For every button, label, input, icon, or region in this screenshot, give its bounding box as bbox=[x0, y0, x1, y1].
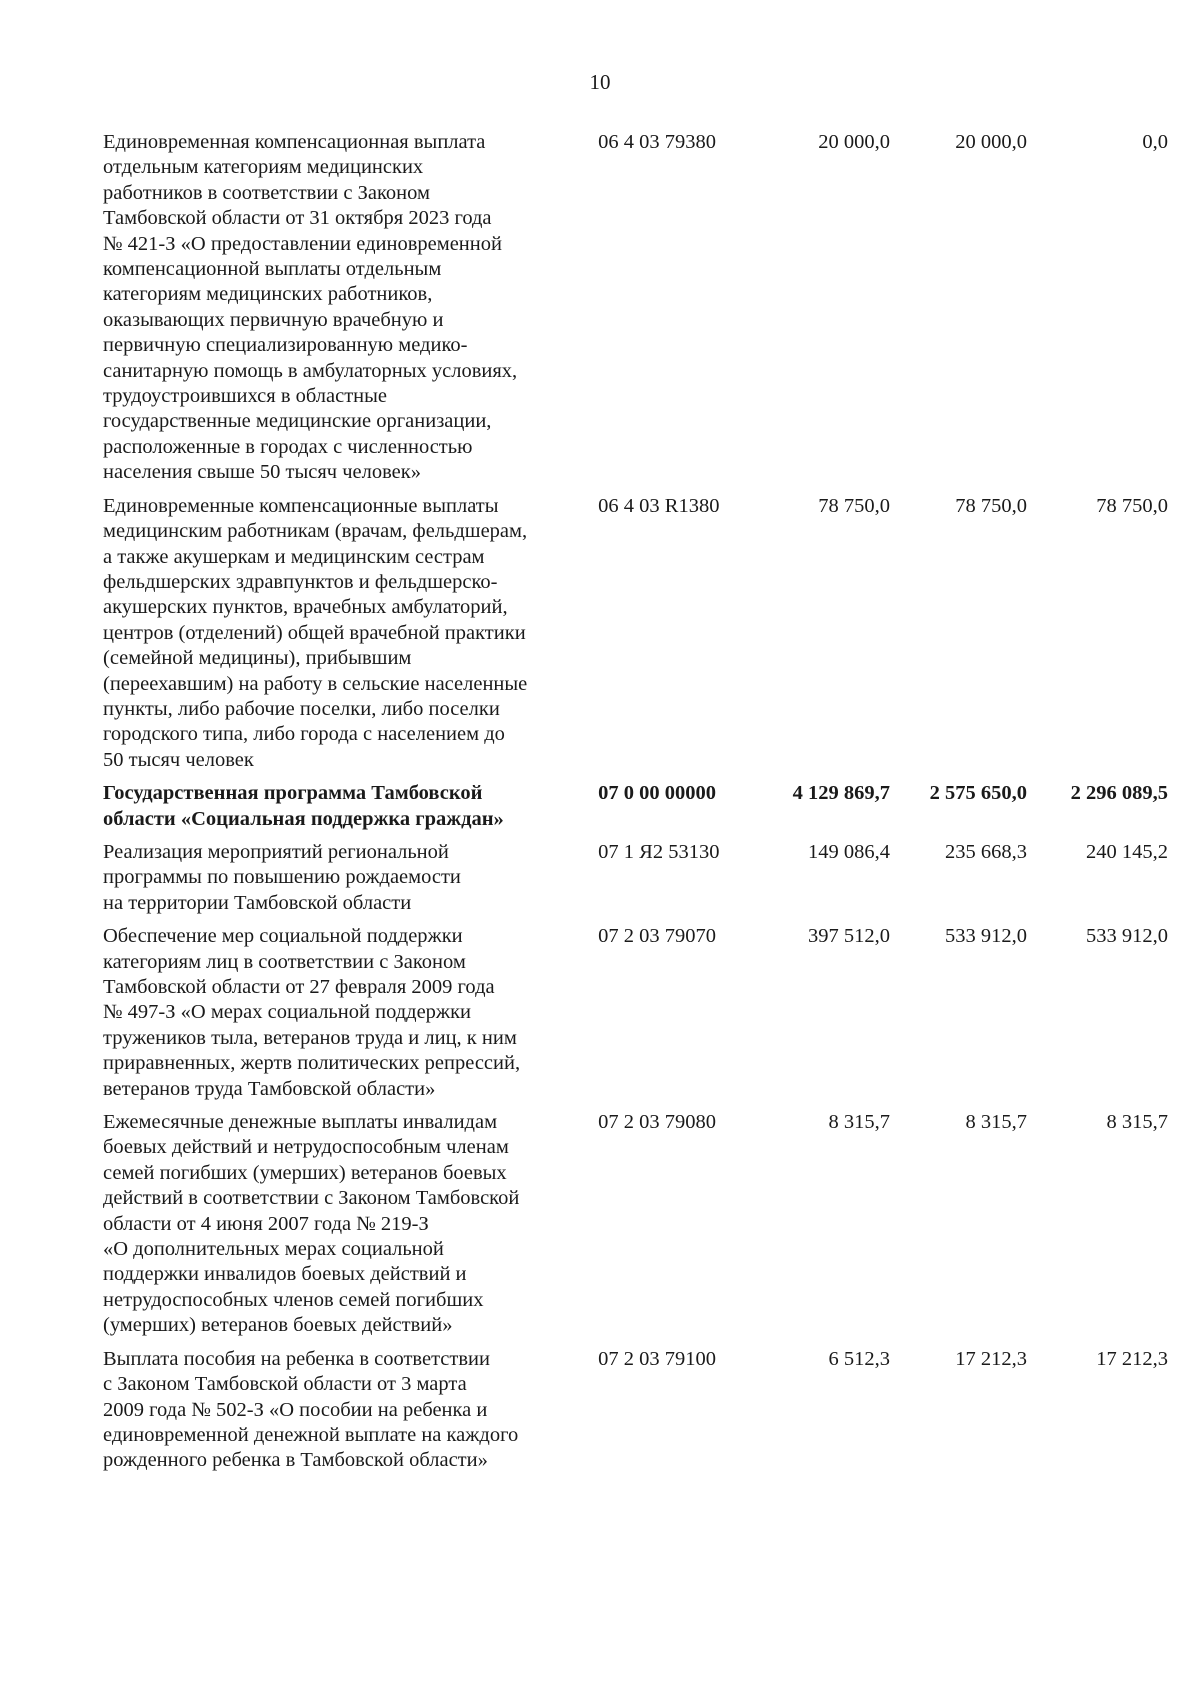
table-row bbox=[103, 840, 1168, 916]
row-code: 07 2 03 79080 bbox=[598, 1111, 717, 1134]
row-name: Единовременная компенсационная выплата отдельным категориям медицинских работников в соответствии с Законом Тамбовской области от 31 октября 2023 года № 421-З «О предоставлении единовременной компенсационной выплаты отдельным категориям медицинских работников, оказывающих первичную врачебную и первичную специализированную медико- санитарную помощь в амбулаторных условиях, трудоустроившихся в областные государственные медицинские организации, расположенные в городах с численностью населения свыше 50 тысяч человек» bbox=[103, 131, 518, 484]
row-value-3: 533 912,0 bbox=[1085, 925, 1168, 948]
row-value-1: 397 512,0 bbox=[807, 925, 890, 948]
table-row bbox=[103, 1347, 1168, 1474]
row-name: Ежемесячные денежные выплаты инвалидам боевых действий и нетрудоспособным членам семей погибших (умерших) ветеранов боевых действий в соответствии с Законом Тамбовской области от 4 июня 2007 года № 219-З «О дополнительных мерах социальной поддержки инвалидов боевых действий и нетрудоспособных членов семей погибших (умерших) ветеранов боевых действий» bbox=[103, 1111, 520, 1337]
row-code: 07 1 Я2 53130 bbox=[598, 840, 720, 863]
row-value-3: 2 296 089,5 bbox=[1070, 782, 1168, 805]
table-row bbox=[103, 924, 1168, 1102]
row-value-1: 78 750,0 bbox=[818, 494, 890, 517]
table-row bbox=[103, 130, 1168, 486]
row-value-2: 235 668,3 bbox=[945, 840, 1028, 863]
row-value-3: 78 750,0 bbox=[1096, 494, 1168, 517]
row-value-2: 533 912,0 bbox=[945, 925, 1028, 948]
budget-table bbox=[103, 130, 1168, 1482]
row-value-2: 78 750,0 bbox=[955, 494, 1028, 517]
row-value-1: 8 315,7 bbox=[828, 1111, 890, 1134]
row-name: Государственная программа Тамбовской области «Социальная поддержка граждан» bbox=[103, 782, 504, 830]
row-code: 06 4 03 R1380 bbox=[598, 494, 720, 517]
page-number: 10 bbox=[589, 70, 611, 94]
row-code: 07 2 03 79100 bbox=[598, 1347, 717, 1370]
row-code: 07 2 03 79070 bbox=[598, 925, 717, 948]
row-value-1: 6 512,3 bbox=[828, 1347, 890, 1370]
table-row bbox=[103, 1110, 1168, 1339]
row-value-2: 17 212,3 bbox=[955, 1347, 1028, 1370]
row-name: Реализация мероприятий региональной программы по повышению рождаемости на территории Тамбовской области bbox=[103, 840, 461, 914]
row-value-2: 2 575 650,0 bbox=[929, 782, 1028, 805]
row-value-3: 240 145,2 bbox=[1085, 840, 1168, 863]
row-code: 06 4 03 79380 bbox=[598, 131, 717, 153]
row-value-1: 20 000,0 bbox=[818, 131, 890, 153]
row-value-3: 8 315,7 bbox=[1106, 1111, 1168, 1134]
table-row-program bbox=[103, 781, 1168, 832]
row-value-2: 20 000,0 bbox=[955, 131, 1028, 153]
row-code: 07 0 00 00000 bbox=[598, 782, 717, 805]
row-value-3: 0,0 bbox=[1142, 131, 1168, 153]
row-name: Выплата пособия на ребенка в соответствии с Законом Тамбовской области от 3 марта 2009 года № 502-З «О пособии на ребенка и единовременной денежной выплате на каждого рожденного ребенка в Тамбовской области» bbox=[103, 1347, 519, 1472]
row-value-2: 8 315,7 bbox=[965, 1111, 1028, 1134]
row-name: Обеспечение мер социальной поддержки категориям лиц в соответствии с Законом Тамбовской области от 27 февраля 2009 года № 497-З «О мерах социальной поддержки тружеников тыла, ветеранов труда и лиц, к ним приравненных, жертв политических репрессий, ветеранов труда Тамбовской области» bbox=[103, 925, 521, 1100]
row-value-1: 149 086,4 bbox=[807, 840, 890, 863]
row-name: Единовременные компенсационные выплаты медицинским работникам (врачам, фельдшерам, а также акушеркам и медицинским сестрам фельдшерских здравпунктов и фельдшерско- акушерских пунктов, врачебных амбулаторий, центров (отделений) общей врачебной практики (семейной медицины), прибывшим (переехавшим) на работу в сельские населенные пункты, либо рабочие поселки, либо поселки городского типа, либо города с населением до 50 тысяч человек bbox=[103, 494, 528, 771]
row-value-1: 4 129 869,7 bbox=[792, 782, 890, 805]
row-value-3: 17 212,3 bbox=[1096, 1347, 1168, 1370]
table-row bbox=[103, 494, 1168, 773]
